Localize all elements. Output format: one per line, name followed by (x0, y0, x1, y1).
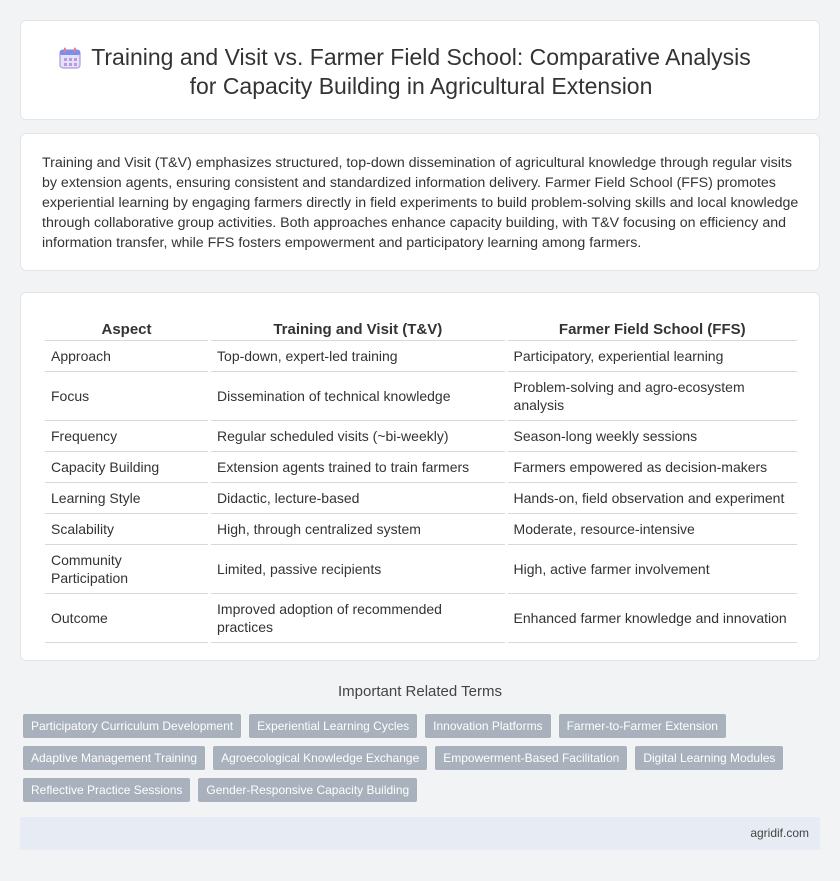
table-row (45, 421, 797, 452)
comparison-card (20, 292, 820, 661)
table-cell: Dissemination of technical knowledge (211, 372, 505, 421)
related-term-tag[interactable]: Farmer-to-Farmer Extension (559, 714, 726, 738)
table-cell: Season-long weekly sessions (508, 421, 797, 452)
page-title (21, 43, 821, 101)
table-cell: Regular scheduled visits (~bi-weekly) (211, 421, 505, 452)
table-cell: Moderate, resource-intensive (508, 514, 797, 545)
table-cell: Approach (45, 341, 208, 372)
related-term-tag[interactable]: Adaptive Management Training (23, 746, 205, 770)
table-cell: Focus (45, 372, 208, 421)
intro-paragraph: Training and Visit (T&V) emphasizes structured, top-down dissemination of agricultural knowledge through regular visits by extension agents, ensuring consistent and standardized information delivery. Farmer Field School (FFS) promotes experiential learning by engaging farmers directly in field experiments to build problem-solving skills and local knowledge through collaborative group activities. Both approaches enhance capacity building, with T&V focusing on efficiency and information transfer, while FFS fosters empowerment and participatory learning among farmers. (42, 155, 799, 251)
table-cell: Participatory, experiential learning (508, 341, 797, 372)
table-row (45, 483, 797, 514)
table-cell: Problem-solving and agro-ecosystem analysis (508, 372, 797, 421)
table-cell: Farmers empowered as decision-makers (508, 452, 797, 483)
table-header-row (45, 315, 797, 341)
table-cell: Hands-on, field observation and experiment (508, 483, 797, 514)
related-term-tag[interactable]: Innovation Platforms (425, 714, 550, 738)
footer-site-link[interactable]: agridif.com (750, 826, 809, 840)
table-cell: Limited, passive recipients (211, 545, 505, 594)
table-cell: Improved adoption of recommended practices (211, 594, 505, 643)
related-term-tag[interactable]: Reflective Practice Sessions (23, 778, 190, 802)
table-row (45, 372, 797, 421)
comparison-table (42, 315, 800, 643)
table-cell: Extension agents trained to train farmers (211, 452, 505, 483)
related-term-tag[interactable]: Digital Learning Modules (635, 746, 783, 770)
table-cell: Didactic, lecture-based (211, 483, 505, 514)
related-term-tag[interactable]: Participatory Curriculum Development (23, 714, 241, 738)
table-cell: Frequency (45, 421, 208, 452)
table-row (45, 514, 797, 545)
related-terms-title: Important Related Terms (338, 683, 502, 700)
table-row (45, 545, 797, 594)
table-cell: Community Participation (45, 545, 208, 594)
related-terms-list (23, 714, 813, 802)
header-tv: Training and Visit (T&V) (211, 315, 505, 341)
related-term-tag[interactable]: Experiential Learning Cycles (249, 714, 417, 738)
title-line-2: for Capacity Building in Agricultural Extension (189, 73, 653, 99)
table-cell: Capacity Building (45, 452, 208, 483)
table-cell: High, active farmer involvement (508, 545, 797, 594)
table-cell: Enhanced farmer knowledge and innovation (508, 594, 797, 643)
table-cell: Learning Style (45, 483, 208, 514)
related-term-tag[interactable]: Agroecological Knowledge Exchange (213, 746, 427, 770)
table-cell: High, through centralized system (211, 514, 505, 545)
footer (20, 817, 820, 850)
title-line-1: Training and Visit vs. Farmer Field School: Comparative Analysis (91, 44, 751, 70)
table-row (45, 452, 797, 483)
table-row (45, 341, 797, 372)
related-term-tag[interactable]: Gender-Responsive Capacity Building (198, 778, 417, 802)
table-cell: Top-down, expert-led training (211, 341, 505, 372)
table-cell: Scalability (45, 514, 208, 545)
table-row (45, 594, 797, 643)
title-card (20, 20, 820, 120)
table-cell: Outcome (45, 594, 208, 643)
header-ffs: Farmer Field School (FFS) (508, 315, 797, 341)
related-term-tag[interactable]: Empowerment-Based Facilitation (435, 746, 627, 770)
intro-card (20, 133, 820, 271)
header-aspect: Aspect (45, 315, 208, 341)
